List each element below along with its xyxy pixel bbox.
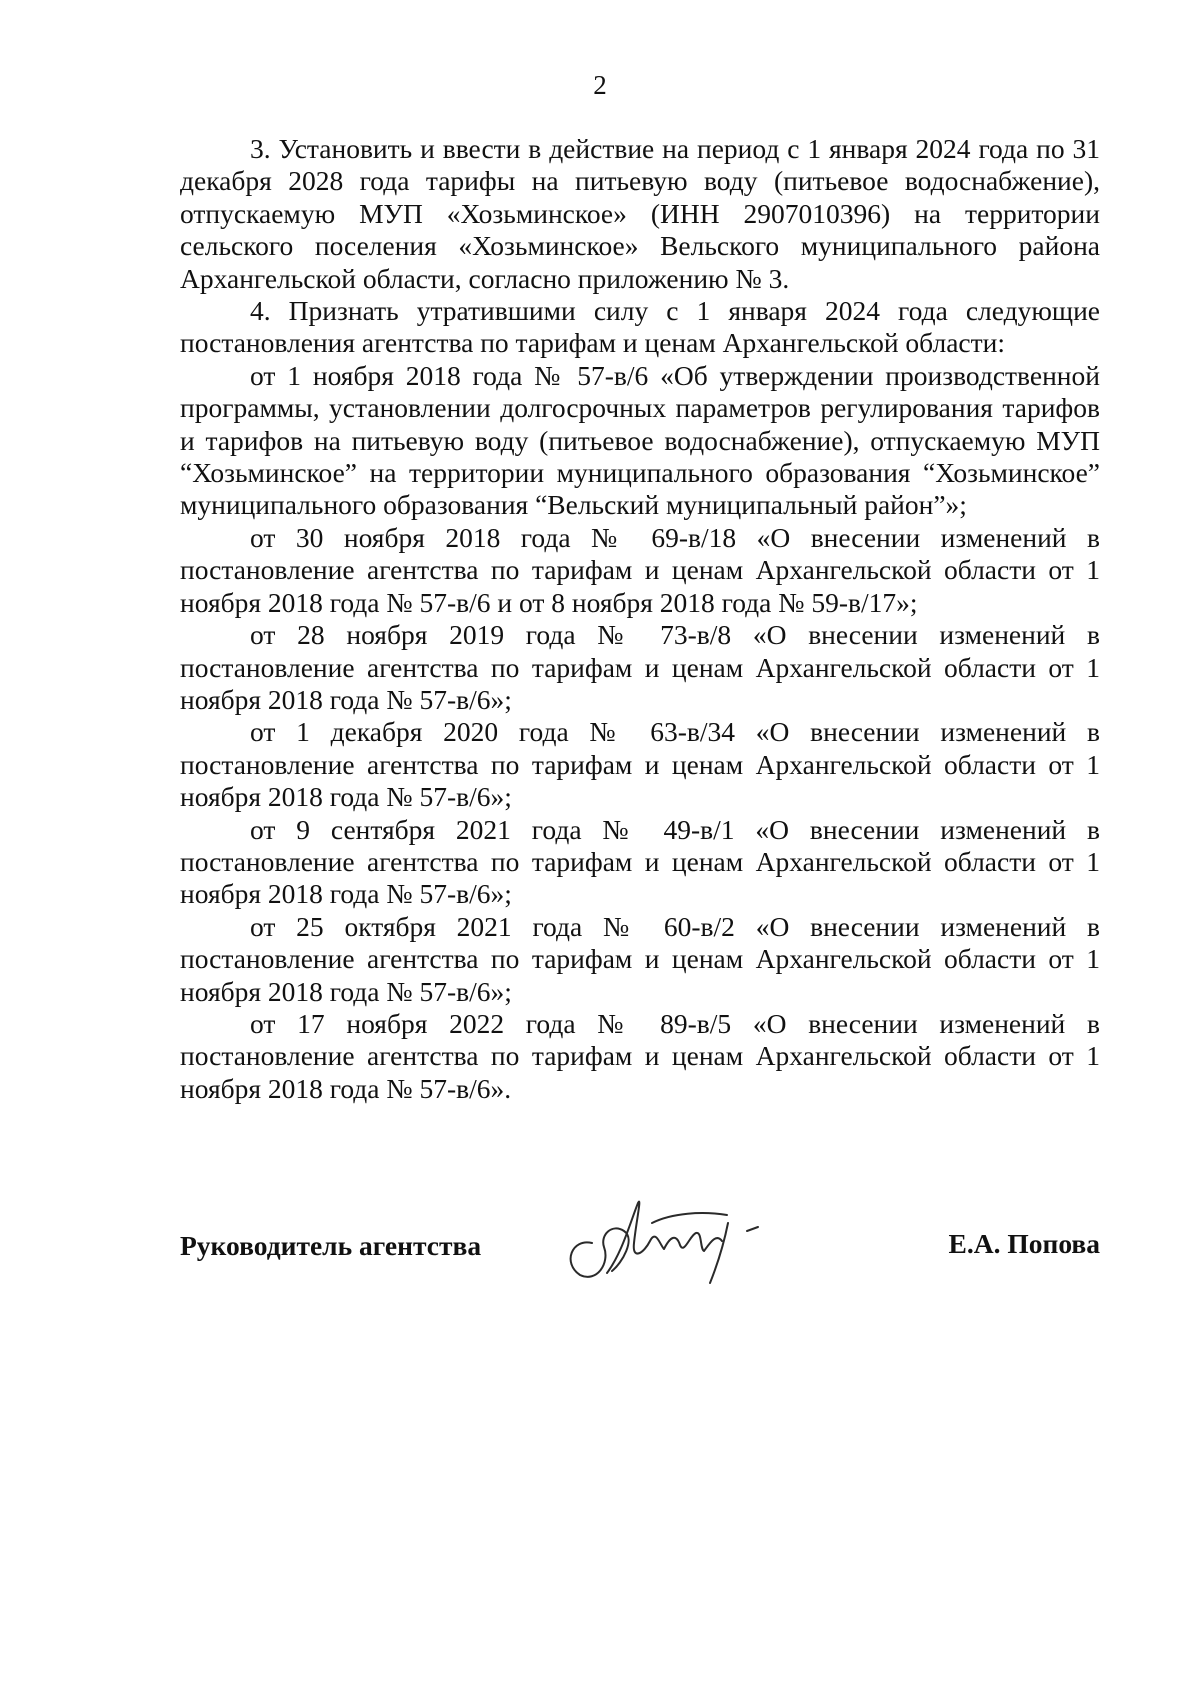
repealed-resolution-4: от 1 декабря 2020 года № 63-в/34 «О внесении изменений в постановление агентства по тарифам и ценам Архангельской области от 1 ноября 2018 года № 57-в/6»;: [180, 716, 1100, 813]
document-body: [180, 133, 1100, 1105]
handwritten-signature: [552, 1183, 782, 1293]
page-number: 2: [593, 70, 607, 100]
repealed-resolution-5: от 9 сентября 2021 года № 49-в/1 «О внесении изменений в постановление агентства по тарифам и ценам Архангельской области от 1 ноября 2018 года № 57-в/6»;: [180, 813, 1100, 910]
paragraph-item-3-tariff: 3. Установить и ввести в действие на период с 1 января 2024 года по 31 декабря 2028 года тарифы на питьевую воду (питьевое водоснабжение), отпускаемую МУП «Хозьминское» (ИНН 2907010396) на территории сельского поселения «Хозьминское» Вельского муниципального района Архангельской области, согласно приложению № 3.: [180, 133, 1100, 294]
repealed-resolution-3: от 28 ноября 2019 года № 73-в/8 «О внесении изменений в постановление агентства по тарифам и ценам Архангельской области от 1 ноября 2018 года № 57-в/6»;: [180, 619, 1100, 715]
repealed-resolution-6: от 25 октября 2021 года № 60-в/2 «О внесении изменений в постановление агентства по тарифам и ценам Архангельской области от 1 ноября 2018 года № 57-в/6»;: [180, 910, 1100, 1007]
paragraph-item-4-repeal: 4. Признать утратившими силу с 1 января 2024 года следующие постановления агентства по тарифам и ценам Архангельской области:: [180, 295, 1100, 359]
repealed-resolution-1: от 1 ноября 2018 года № 57-в/6 «Об утверждении производственной программы, установлении долгосрочных параметров регулирования тарифов и тарифов на питьевую воду (питьевое водоснабжение), отпускаемую МУП “Хозьминское” на территории муниципального образования “Хозьминское” муниципального образования “Вельский муниципальный район”»;: [180, 359, 1100, 521]
signature-block: [180, 1185, 1100, 1295]
repealed-resolution-7: от 17 ноября 2022 года № 89-в/5 «О внесении изменений в постановление агентства по тарифам и ценам Архангельской области от 1 ноября 2018 года № 57-в/6».: [180, 1007, 1100, 1104]
repealed-resolution-2: от 30 ноября 2018 года № 69-в/18 «О внесении изменений в постановление агентства по тарифам и ценам Архангельской области от 1 ноября 2018 года № 57-в/6 и от 8 ноября 2018 года № 59-в/17»;: [180, 521, 1100, 618]
signatory-title: Руководитель агентства: [180, 1230, 482, 1261]
signatory-name: Е.А. Попова: [948, 1228, 1100, 1259]
